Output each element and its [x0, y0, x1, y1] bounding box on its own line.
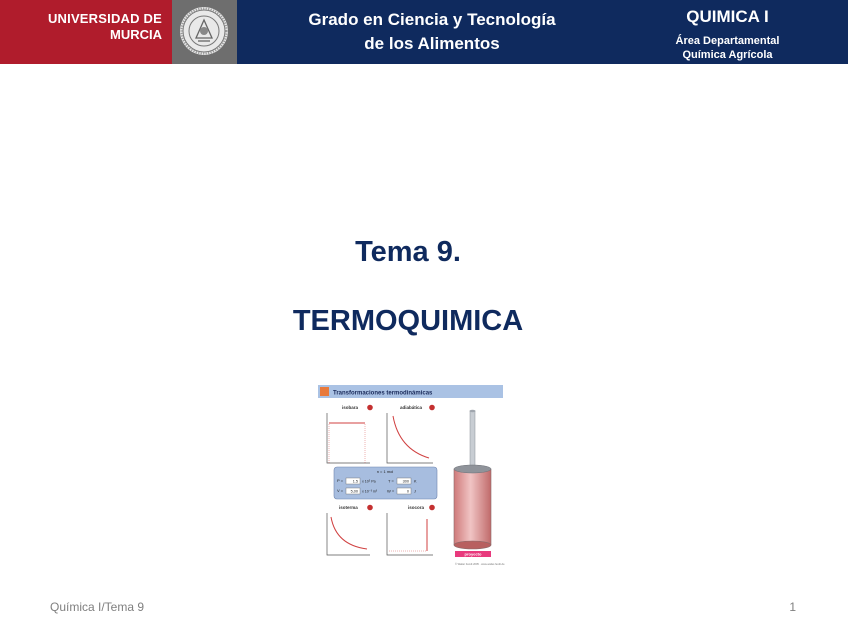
course-info	[640, 6, 815, 62]
figure-credit: © Walter Fendt 2005 · www.walter-fendt.de	[455, 563, 505, 566]
page-number: 1	[789, 600, 796, 614]
volume-value: 5,00	[350, 489, 358, 494]
thermodynamics-simulation-image	[315, 383, 505, 571]
moles-label: n = 1 mol	[376, 469, 394, 474]
app-icon	[320, 387, 329, 396]
work-label: W =	[387, 488, 395, 494]
volume-unit: x 10⁻³ m³	[362, 489, 378, 494]
university-seal	[172, 0, 237, 64]
temperature-label: T =	[388, 478, 394, 484]
university-name-line2: MURCIA	[110, 27, 162, 42]
work-value: 0	[406, 489, 409, 494]
panel-button-isobara[interactable]	[367, 405, 373, 411]
footer-course-label: Química I/Tema 9	[50, 600, 145, 614]
slide-subtitle: Tema 9.	[355, 236, 461, 268]
header-bar	[0, 0, 848, 64]
panel-button-isocora[interactable]	[429, 505, 435, 511]
work-unit: J	[414, 489, 416, 494]
parameter-panel	[334, 467, 437, 499]
seal-icon	[179, 6, 229, 56]
slide-title: TERMOQUIMICA	[292, 305, 524, 337]
degree-title	[237, 8, 627, 56]
panel-label-isoterma: isoterma	[339, 505, 358, 510]
figure-title: Transformaciones termodinámicas	[333, 390, 433, 397]
panel-label-adiabatica: adiabática	[400, 405, 423, 410]
department-line2: Química Agrícola	[682, 49, 773, 61]
panel-label-isobara: isobara	[342, 405, 359, 410]
piston-rod-top	[470, 410, 476, 412]
panel-button-adiabatica[interactable]	[429, 405, 435, 411]
degree-title-line1: Grado en Ciencia y Tecnología	[308, 10, 556, 29]
volume-label: V =	[337, 488, 344, 493]
pressure-label: P =	[337, 478, 344, 483]
pressure-value: 1.5	[352, 479, 358, 484]
degree-title-line2: de los Alimentos	[364, 34, 500, 53]
piston-head	[454, 465, 491, 473]
temperature-value: 300	[402, 479, 409, 484]
cylinder-base	[454, 541, 491, 549]
university-name-line1: UNIVERSIDAD DE	[47, 11, 162, 26]
course-name: QUIMICA I	[686, 7, 769, 26]
gas-chamber	[454, 469, 491, 545]
panel-label-isocora: isocora	[408, 505, 425, 510]
brand-label: proyecto	[464, 551, 482, 557]
university-logo	[0, 0, 172, 64]
department-line1: Área Departamental	[675, 35, 780, 47]
piston-rod	[470, 411, 475, 469]
temperature-unit: K	[414, 479, 417, 484]
panel-button-isoterma[interactable]	[367, 505, 373, 511]
pressure-unit: x 10⁵ Pa	[362, 479, 376, 484]
department	[640, 34, 815, 62]
